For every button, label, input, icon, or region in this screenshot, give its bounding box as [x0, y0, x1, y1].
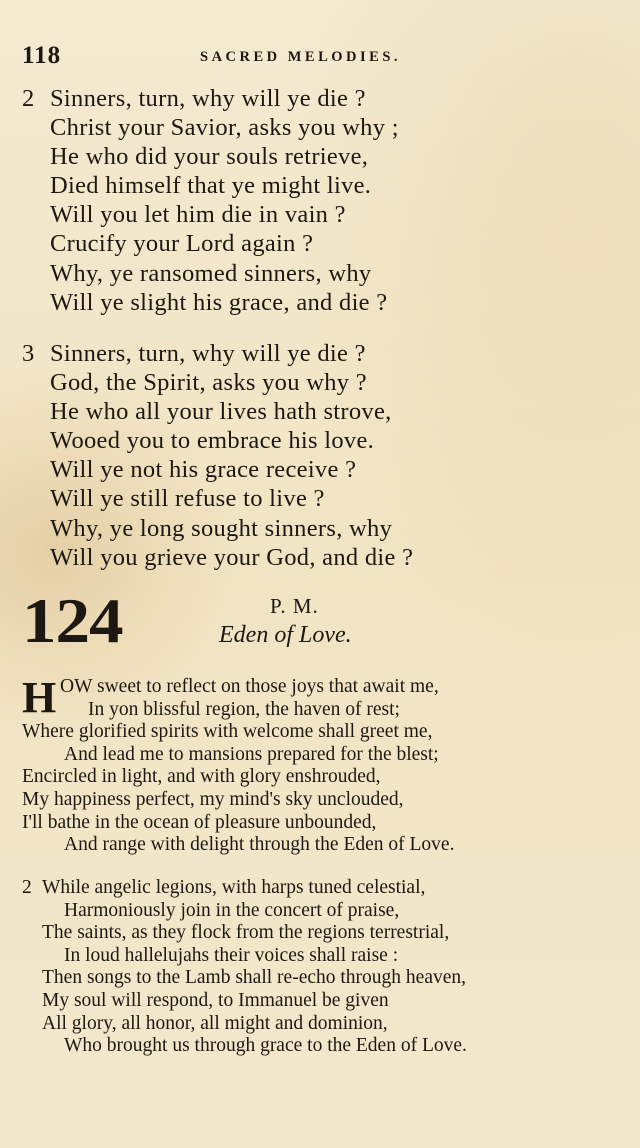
page-number: 118: [22, 42, 62, 69]
verse-1: [22, 673, 622, 857]
stanza-line: Will you let him die in vain ?: [50, 201, 346, 229]
verse-line: And range with delight through the Eden of Love.: [64, 834, 455, 856]
verse-number: 2: [22, 877, 32, 898]
stanza-line: 2 Sinners, turn, why will ye die ?: [22, 85, 366, 112]
verse-line: My soul will respond, to Immanuel be given: [42, 989, 389, 1011]
verse-line: Encircled in light, and with glory enshrouded,: [22, 766, 381, 788]
stanza-3: [22, 339, 622, 572]
verse-2: [22, 877, 622, 1058]
stanza-line: Will ye slight his grace, and die ?: [50, 288, 388, 316]
verse-line: Where glorified spirits with welcome shall greet me,: [22, 721, 433, 743]
stanza-line: Wooed you to embrace his love.: [50, 427, 375, 455]
hymn-number: 124: [22, 585, 123, 656]
verse-line: H OW sweet to reflect on those joys that await me,: [22, 673, 439, 722]
verse-line: Then songs to the Lamb shall re-echo through heaven,: [42, 967, 467, 989]
hymn-heading: [22, 585, 622, 656]
stanza-line: He who did your souls retrieve,: [50, 143, 369, 171]
tune-name: Eden of Love.: [219, 622, 352, 648]
stanza-line: God, the Spirit, asks you why ?: [50, 369, 367, 397]
verse-line: And lead me to mansions prepared for the blest;: [64, 743, 439, 765]
verse-line: All glory, all honor, all might and dominion,: [42, 1012, 388, 1034]
stanza-line: Crucify your Lord again ?: [50, 230, 314, 258]
verse-line: Harmoniously join in the concert of praise,: [64, 899, 400, 921]
verse-line: The saints, as they flock from the regions terrestrial,: [42, 922, 450, 944]
stanza-line: 3 Sinners, turn, why will ye die ?: [22, 340, 366, 367]
stanza-line: Will ye still refuse to live ?: [50, 485, 325, 513]
stanza-line: Christ your Savior, asks you why ;: [50, 114, 399, 142]
stanza-2: [22, 84, 622, 317]
verse-line: Who brought us through grace to the Eden of Love.: [64, 1035, 467, 1057]
stanza-line: Will ye not his grace receive ?: [50, 456, 357, 484]
stanza-line: He who all your lives hath strove,: [50, 398, 392, 426]
drop-cap: H: [22, 673, 57, 722]
running-title: SACRED MELODIES.: [200, 49, 402, 65]
stanza-line: Why, ye ransomed sinners, why: [50, 259, 372, 287]
page-header: [22, 42, 622, 72]
verse-line: My happiness perfect, my mind's sky unclouded,: [22, 788, 404, 810]
verse-line: In yon blissful region, the haven of rest;: [88, 698, 400, 720]
stanza-line: Will you grieve your God, and die ?: [50, 543, 414, 571]
verse-line: 2 While angelic legions, with harps tuned celestial,: [22, 877, 426, 898]
verse-line: In loud hallelujahs their voices shall raise :: [64, 944, 399, 966]
stanza-line: Why, ye long sought sinners, why: [50, 514, 393, 542]
hymn-meter: P. M.: [270, 594, 319, 618]
stanza-line: Died himself that ye might live.: [50, 172, 372, 200]
verse-line: I'll bathe in the ocean of pleasure unbounded,: [22, 811, 377, 833]
stanza-number: 2: [22, 85, 35, 112]
stanza-number: 3: [22, 340, 35, 367]
